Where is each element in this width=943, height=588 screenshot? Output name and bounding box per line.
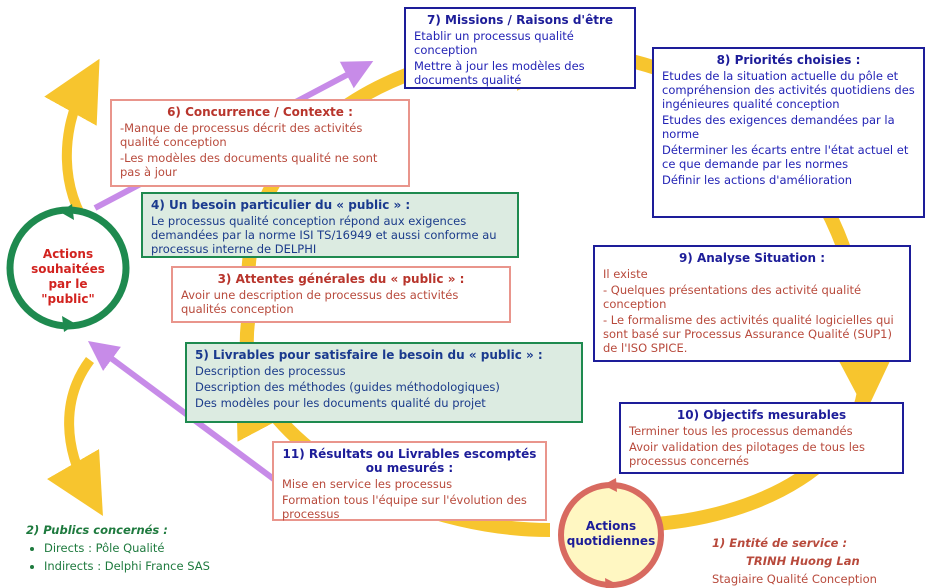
priorites-line: Définir les actions d'amélioration [662,173,853,187]
priorites-box [652,47,925,218]
objectifs-box [619,402,904,474]
concurrence-box [110,99,410,187]
actions-quotidiennes-label: Actions quotidiennes [566,519,656,548]
livrables-line: Description des méthodes (guides méthodologiques) [195,380,500,394]
actions-souhaitees-label: Actions souhaitées par le "public" [31,247,105,306]
livrables-box [185,342,583,423]
concurrence-line: -Manque de processus décrit des activités qualité conception [120,121,363,149]
resultats-title: 11) Résultats ou Livrables escomptés ou mesurés : [282,447,537,475]
priorites-title: 8) Priorités choisies : [716,53,861,67]
priorites-line: Etudes des exigences demandées par la norme [662,113,895,141]
attentes-line: Avoir une description de processus des activités qualités conception [181,288,459,316]
livrables-line: Des modèles pour les documents qualité du projet [195,396,486,410]
publics-item: • Indirects : Delphi France SAS [44,557,286,575]
besoin-title: 4) Un besoin particulier du « public » : [151,198,411,212]
concurrence-line: -Les modèles des documents qualité ne sont pas à jour [120,151,378,179]
analyse-title: 9) Analyse Situation : [678,251,826,265]
publics-list [26,539,286,575]
livrables-title: 5) Livrables pour satisfaire le besoin du « public » : [195,348,543,362]
concurrence-title: 6) Concurrence / Contexte : [167,105,353,119]
analyse-line: - Le formalisme des activités qualité logicielles qui sont basé sur Processus Assurance Qualité (SUP1) de l'ISO SPICE. [603,313,894,355]
resultats-box [272,441,547,521]
analyse-line: - Quelques présentations des activité qualité conception [603,283,862,311]
besoin-line: Le processus qualité conception répond aux exigences demandées par la norme ISI TS/16949 et aussi conforme au processus interne de DELPHI [151,214,497,256]
besoin-box [141,192,519,258]
publics-section [26,521,286,575]
attentes-box [171,266,511,323]
publics-item: • Directs : Pôle Qualité [44,539,286,557]
entite-role: Stagiaire Qualité Conception [712,572,877,586]
missions-line: Etablir un processus qualité conception [414,29,574,57]
entite-title: 1) Entité de service : [712,536,848,550]
priorites-line: Déterminer les écarts entre l'état actuel et ce que demande par les normes [662,143,909,171]
objectifs-title: 10) Objectifs mesurables [676,408,847,422]
priorites-line: Etudes de la situation actuelle du pôle et compréhension des activités quotidiens des ingénieures qualité conception [662,69,915,111]
analyse-line: Il existe [603,267,648,281]
missions-box [404,7,636,89]
objectifs-line: Terminer tous les processus demandés [629,424,853,438]
analyse-box [593,245,911,362]
objectifs-line: Avoir validation des pilotages de tous les processus concernés [629,440,865,468]
attentes-title: 3) Attentes générales du « public » : [217,272,465,286]
entite-section [712,534,932,588]
entite-name: TRINH Huong Lan [746,554,860,568]
missions-title: 7) Missions / Raisons d'être [426,13,614,27]
livrables-line: Description des processus [195,364,346,378]
resultats-line: Mise en service les processus [282,477,453,491]
publics-title: 2) Publics concernés : [26,523,168,537]
resultats-line: Formation tous l'équipe sur l'évolution des processus [282,493,527,521]
missions-line: Mettre à jour les modèles des documents qualité [414,59,585,87]
